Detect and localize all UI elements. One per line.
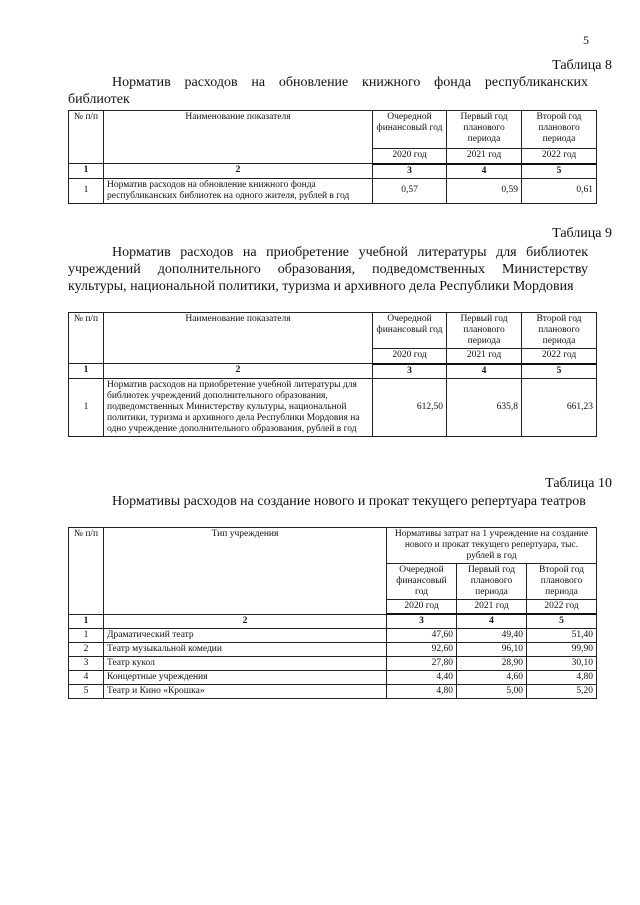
table8-title bbox=[68, 74, 588, 108]
table10-row-v2: 4,60 bbox=[457, 671, 527, 685]
table10-row-v1: 4,80 bbox=[387, 685, 457, 699]
page-number: 5 bbox=[583, 33, 589, 47]
table10-header-year2: 2021 год bbox=[457, 600, 527, 615]
table9-caption: Таблица 9 bbox=[552, 226, 612, 241]
table10-row-v2: 5,00 bbox=[457, 685, 527, 699]
table10-title-text: Нормативы расходов на создание нового и прокат текущего репертуара театров bbox=[112, 494, 586, 509]
table9-header-name: Наименование показателя bbox=[104, 313, 373, 364]
table10-colnum: 2 bbox=[104, 614, 387, 629]
table10-header-col2: Первый год планового периода bbox=[457, 564, 527, 600]
table-row bbox=[69, 178, 597, 203]
table10-row-v3: 4,80 bbox=[527, 671, 597, 685]
table10-row-v1: 47,60 bbox=[387, 629, 457, 643]
table10-header-name: Тип учреждения bbox=[104, 528, 387, 615]
table10-title bbox=[68, 493, 588, 510]
table-row bbox=[69, 657, 597, 671]
table10-row-name: Театр кукол bbox=[104, 657, 387, 671]
table10-row-v2: 96,10 bbox=[457, 643, 527, 657]
table10-caption: Таблица 10 bbox=[545, 476, 612, 491]
table10-header-group: Нормативы затрат на 1 учреждение на создание нового и прокат текущего репертуара, тыс. рублей в год bbox=[387, 528, 597, 564]
table10-row-v1: 27,80 bbox=[387, 657, 457, 671]
table-row bbox=[69, 378, 597, 436]
table10-header-num: № п/п bbox=[69, 528, 104, 615]
table8-header-num: № п/п bbox=[69, 111, 104, 164]
table8-colnum: 3 bbox=[373, 164, 447, 179]
table8-header-year1: 2020 год bbox=[373, 148, 447, 163]
table10-row-v3: 51,40 bbox=[527, 629, 597, 643]
table8-row-v3: 0,61 bbox=[522, 178, 597, 203]
table9-header-col1: Очередной финансовый год bbox=[373, 313, 447, 349]
table10 bbox=[68, 527, 597, 699]
table9-colnum: 3 bbox=[373, 364, 447, 379]
table10-row-v3: 99,90 bbox=[527, 643, 597, 657]
table10-colnum: 3 bbox=[387, 614, 457, 629]
table8 bbox=[68, 110, 597, 204]
table10-header-year1: 2020 год bbox=[387, 600, 457, 615]
table8-row-num: 1 bbox=[69, 178, 104, 203]
table-row bbox=[69, 685, 597, 699]
table10-row-name: Театр и Кино «Крошка» bbox=[104, 685, 387, 699]
table9-colnum: 2 bbox=[104, 364, 373, 379]
table-row bbox=[69, 671, 597, 685]
table9-header-col3: Второй год планового периода bbox=[522, 313, 597, 349]
table8-header-year3: 2022 год bbox=[522, 148, 597, 163]
table8-row-v2: 0,59 bbox=[447, 178, 522, 203]
table8-title-text: Норматив расходов на обновление книжного фонда республиканских библиотек bbox=[68, 75, 588, 107]
table8-colnum: 4 bbox=[447, 164, 522, 179]
table8-caption: Таблица 8 bbox=[552, 58, 612, 73]
table9-header-col2: Первый год планового периода bbox=[447, 313, 522, 349]
table8-colnum: 1 bbox=[69, 164, 104, 179]
table8-header-col2: Первый год планового периода bbox=[447, 111, 522, 149]
table9-row-name: Норматив расходов на приобретение учебной литературы для библиотек учреждений дополнительного образования, подведомственных Министерству культуры, национальной политики, туризма и архивного дела Республики Мордовия на одно учреждение дополнительного образования, рублей в год bbox=[104, 378, 373, 436]
table10-row-name: Театр музыкальной комедии bbox=[104, 643, 387, 657]
table10-row-num: 2 bbox=[69, 643, 104, 657]
table9-row-v1: 612,50 bbox=[373, 378, 447, 436]
table10-row-num: 5 bbox=[69, 685, 104, 699]
table10-row-v1: 4,40 bbox=[387, 671, 457, 685]
table9-title bbox=[68, 244, 588, 295]
table8-header-col3: Второй год планового периода bbox=[522, 111, 597, 149]
table8-colnum: 5 bbox=[522, 164, 597, 179]
table9-row-v2: 635,8 bbox=[447, 378, 522, 436]
table9-title-text: Норматив расходов на приобретение учебной литературы для библиотек учреждений дополнительного образования, подведомственных Министерству культуры, национальной политики, туризма и архивного дела Республики Мордовия bbox=[68, 245, 588, 294]
table10-header-col1: Очередной финансовый год bbox=[387, 564, 457, 600]
table8-row-name: Норматив расходов на обновление книжного фонда республиканских библиотек на одного жителя, рублей в год bbox=[104, 178, 373, 203]
table-row bbox=[69, 629, 597, 643]
table8-colnum: 2 bbox=[104, 164, 373, 179]
table10-colnum: 4 bbox=[457, 614, 527, 629]
table10-colnum: 1 bbox=[69, 614, 104, 629]
table9-colnum: 4 bbox=[447, 364, 522, 379]
table10-row-num: 3 bbox=[69, 657, 104, 671]
table8-row-v1: 0,57 bbox=[373, 178, 447, 203]
table9-row-num: 1 bbox=[69, 378, 104, 436]
table9-header-year1: 2020 год bbox=[373, 349, 447, 364]
table10-row-v3: 30,10 bbox=[527, 657, 597, 671]
table-row bbox=[69, 643, 597, 657]
table9-colnum: 1 bbox=[69, 364, 104, 379]
table9 bbox=[68, 312, 597, 437]
table9-colnum: 5 bbox=[522, 364, 597, 379]
table10-row-name: Концертные учреждения bbox=[104, 671, 387, 685]
table10-header-year3: 2022 год bbox=[527, 600, 597, 615]
table8-header-year2: 2021 год bbox=[447, 148, 522, 163]
table10-colnum: 5 bbox=[527, 614, 597, 629]
table10-row-num: 1 bbox=[69, 629, 104, 643]
table10-row-num: 4 bbox=[69, 671, 104, 685]
table8-header-col1: Очередной финансовый год bbox=[373, 111, 447, 149]
table10-row-v2: 28,90 bbox=[457, 657, 527, 671]
table10-row-v3: 5,20 bbox=[527, 685, 597, 699]
table9-header-year2: 2021 год bbox=[447, 349, 522, 364]
table8-header-name: Наименование показателя bbox=[104, 111, 373, 164]
table9-row-v3: 661,23 bbox=[522, 378, 597, 436]
table10-row-v1: 92,60 bbox=[387, 643, 457, 657]
table10-row-v2: 49,40 bbox=[457, 629, 527, 643]
table10-header-col3: Второй год планового периода bbox=[527, 564, 597, 600]
table10-row-name: Драматический театр bbox=[104, 629, 387, 643]
table9-header-year3: 2022 год bbox=[522, 349, 597, 364]
table9-header-num: № п/п bbox=[69, 313, 104, 364]
